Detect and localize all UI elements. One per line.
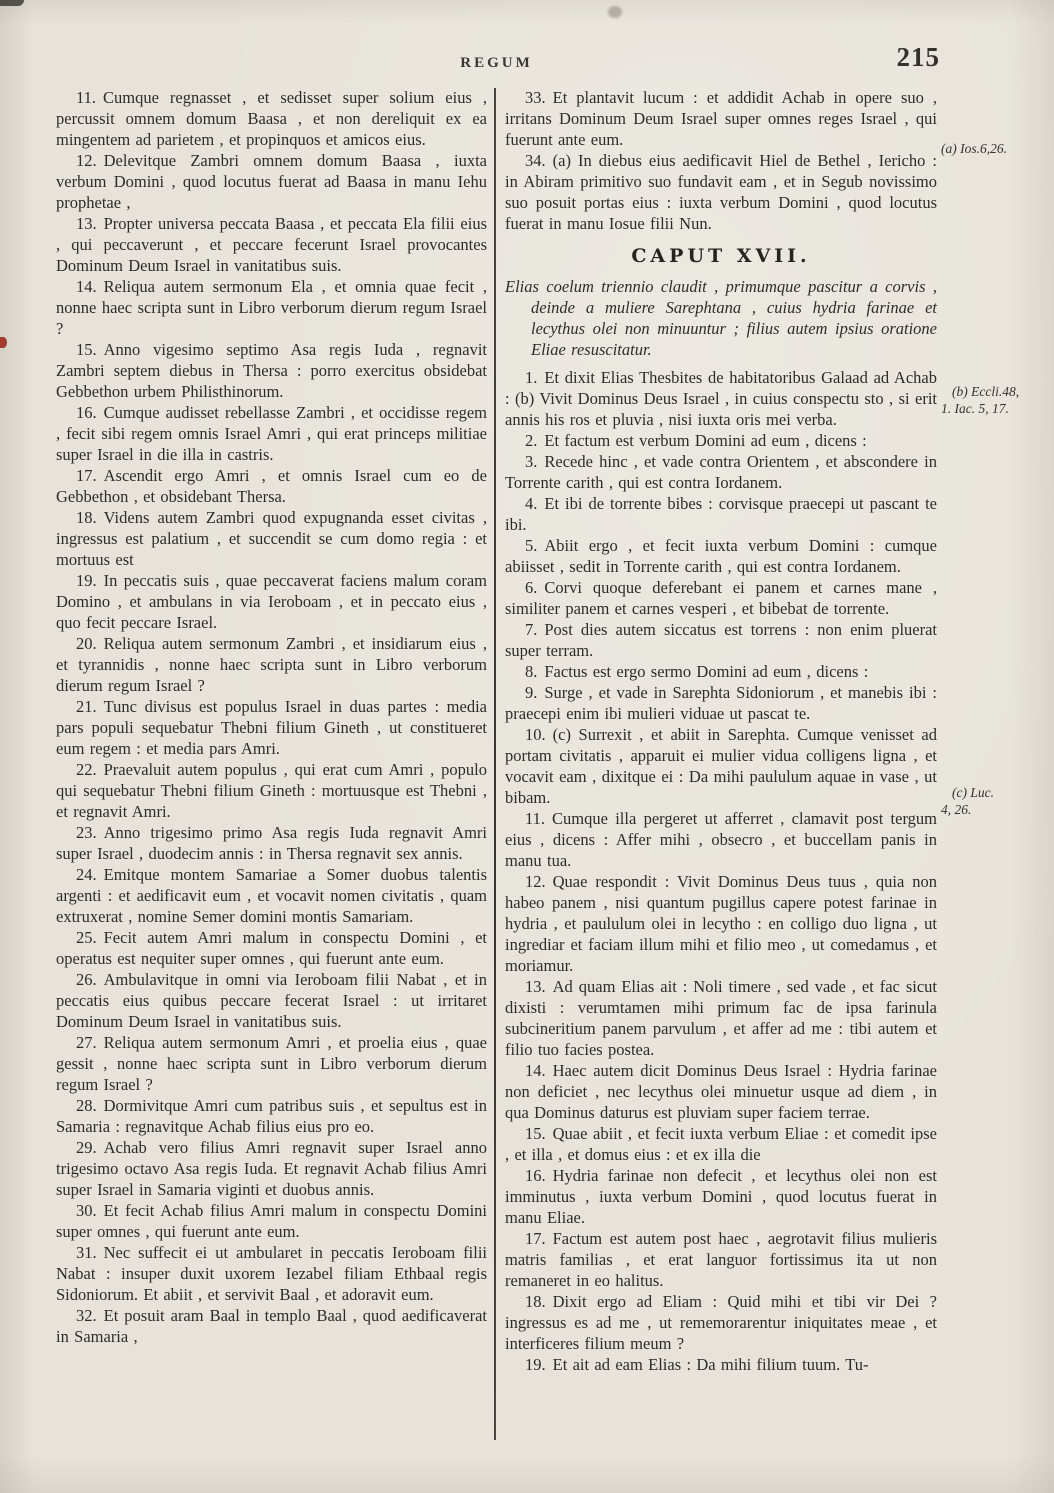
verse-number: 33. [525, 88, 546, 107]
verse-text: Dormivitque Amri cum patribus suis , et sepultus est in Samaria : regnavitque Achab filius eius pro eo. [56, 1096, 487, 1136]
verse-paragraph [56, 1305, 487, 1347]
verse-number: 13. [76, 214, 97, 233]
verse-text: Emitque montem Samariae a Somer duobus talentis argenti : et aedificavit eum , et vocavit nomen civitatis , quam extruxerat , nomine Semer domini montis Samariam. [56, 865, 487, 926]
verse-number: 30. [76, 1201, 97, 1220]
running-title: REGUM [460, 55, 533, 71]
verse-paragraph [505, 451, 937, 493]
verse-text: Et ibi de torrente bibes : corvisque praecepi ut pascant te ibi. [505, 494, 937, 534]
verse-paragraph [505, 871, 937, 976]
verse-paragraph [505, 493, 937, 535]
verse-text: Tunc divisus est populus Israel in duas partes : media pars populi sequebatur Thebni filium Gineth , ut constitueret eum regem : et media pars Amri. [56, 697, 487, 758]
verse-text: Factum est autem post haec , aegrotavit filius mulieris matris familias , et erat languor fortissimus ita ut non remaneret in eo halitus. [505, 1229, 937, 1290]
verse-paragraph [505, 1165, 937, 1228]
verse-number: 12. [76, 151, 97, 170]
verse-paragraph [56, 1137, 487, 1200]
chapter17-verses [505, 367, 937, 1375]
verse-number: 25. [76, 928, 97, 947]
margin-note-b [941, 383, 1053, 417]
verse-number: 5. [525, 536, 538, 555]
margin-note-c [941, 784, 1053, 818]
verse-paragraph [56, 276, 487, 339]
verse-number: 12. [525, 872, 546, 891]
verse-paragraph [56, 213, 487, 276]
verse-text: In peccatis suis , quae peccaverat faciens malum coram Domino , et ambulans in via Ieroboam , et in peccato eius , quo fecit peccare Israel. [56, 571, 487, 632]
verse-text: Factus est ergo sermo Domini ad eum , dicens : [544, 662, 869, 681]
verse-number: 14. [76, 277, 97, 296]
verse-number: 18. [525, 1292, 546, 1311]
verse-paragraph [505, 808, 937, 871]
verse-paragraph [56, 1242, 487, 1305]
verse-number: 23. [76, 823, 97, 842]
verse-number: 6. [525, 578, 538, 597]
verse-text: Videns autem Zambri quod expugnanda esset civitas , ingressus est palatium , et succendit se cum domo regia : et mortuus est [56, 508, 487, 569]
verse-number: 9. [525, 683, 538, 702]
verse-paragraph [56, 1200, 487, 1242]
verse-text: Quae abiit , et fecit iuxta verbum Eliae : et comedit ipse , et illa , et domus eius : et ex illa die [505, 1124, 937, 1164]
verse-paragraph [505, 976, 937, 1060]
verse-text: (c) Surrexit , et abiit in Sarephta. Cumque venisset ad portam civitatis , apparuit ei mulier vidua colligens ligna , et vocavit eam , dixitque ei : Da mihi paululum aquae in vase , ut bibam. [505, 725, 937, 807]
verse-text: Achab vero filius Amri regnavit super Israel anno trigesimo octavo Asa regis Iuda. Et regnavit Achab filius Amri super Israel in Samaria viginti et duobus annis. [56, 1138, 487, 1199]
verse-number: 26. [76, 970, 97, 989]
scan-smudge-top-left [0, 0, 24, 6]
verse-number: 2. [525, 431, 538, 450]
verse-paragraph [505, 150, 937, 234]
verse-text: Post dies autem siccatus est torrens : non enim pluerat super terram. [505, 620, 937, 660]
verse-text: Et ait ad eam Elias : Da mihi filium tuum. Tu- [552, 1355, 869, 1374]
margin-note-a-line1: (a) Ios.6,26. [941, 141, 1007, 156]
red-ink-speck [0, 337, 7, 348]
page-number: 215 [896, 42, 940, 72]
verse-text: Ascendit ergo Amri , et omnis Israel cum eo de Gebbethon , et obsidebant Thersa. [56, 466, 487, 506]
column-divider-rule [494, 88, 496, 1440]
verse-number: 15. [76, 340, 97, 359]
verse-text: Dixit ergo ad Eliam : Quid mihi et tibi vir Dei ? ingressus es ad me , ut rememorarentur iniquitates meae , et interficeres filium meum ? [505, 1292, 937, 1353]
verse-paragraph [505, 577, 937, 619]
verse-number: 3. [525, 452, 538, 471]
verse-paragraph [56, 969, 487, 1032]
verse-paragraph [56, 87, 487, 150]
verse-number: 7. [525, 620, 538, 639]
scan-smudge-top-middle [608, 6, 622, 18]
verse-text: Quae respondit : Vivit Dominus Deus tuus , quia non habeo panem , nisi quantum pugillus capere potest farinae in hydria , et paululum olei in lecytho : en colligo duo ligna , ut ingrediar et faciam illum mihi et filio meo , ut comedamus , et moriamur. [505, 872, 937, 975]
verse-number: 21. [76, 697, 97, 716]
verse-paragraph [56, 1032, 487, 1095]
verse-number: 4. [525, 494, 538, 513]
verse-number: 11. [525, 809, 546, 828]
verse-text: Reliqua autem sermonum Amri , et proelia eius , quae gessit , nonne haec scripta sunt in Libro verborum dierum regum Israel ? [56, 1033, 487, 1094]
verse-text: Surge , et vade in Sarephta Sidoniorum , et manebis ibi : praecepi enim ibi mulieri viduae ut pascat te. [505, 683, 937, 723]
verse-number: 19. [525, 1355, 546, 1374]
verse-text: Corvi quoque deferebant ei panem et carnes mane , similiter panem et carnes vesperi , et bibebat de torrente. [505, 578, 937, 618]
verse-number: 17. [76, 466, 97, 485]
verse-paragraph [56, 465, 487, 507]
verse-paragraph [56, 150, 487, 213]
verse-text: Delevitque Zambri omnem domum Baasa , iuxta verbum Domini , quod locutus fuerat ad Baasa in manu Iehu prophetae , [56, 151, 487, 212]
verse-paragraph [56, 1095, 487, 1137]
verse-number: 32. [76, 1306, 97, 1325]
verse-number: 16. [76, 403, 97, 422]
verse-number: 28. [76, 1096, 97, 1115]
margin-note-b-line2: 1. Iac. 5, 17. [941, 401, 1009, 416]
verse-paragraph [56, 402, 487, 465]
verse-paragraph [505, 1123, 937, 1165]
verse-text: Reliqua autem sermonum Zambri , et insidiarum eius , et tyrannidis , nonne haec scripta sunt in Libro verborum dierum regum Israel ? [56, 634, 487, 695]
verse-text: Propter universa peccata Baasa , et peccata Ela filii eius , qui peccaverunt , et peccare fecerunt Israel provocantes Dominum Deum Israel in vanitatibus suis. [56, 214, 487, 275]
verse-paragraph [505, 1060, 937, 1123]
verse-number: 29. [76, 1138, 97, 1157]
verse-paragraph [505, 1291, 937, 1354]
verse-paragraph [505, 661, 937, 682]
verse-paragraph [505, 367, 937, 430]
chapter-summary: Elias coelum triennio claudit , primumque pascitur a corvis , deinde a muliere Sarephtana , cuius hydria farinae et lecythus olei non minuuntur ; filius autem ipsius oratione Eliae resuscitatur. [505, 277, 937, 359]
verse-paragraph [56, 759, 487, 822]
verse-text: Reliqua autem sermonum Ela , et omnia quae fecit , nonne haec scripta sunt in Libro verborum dierum regum Israel ? [56, 277, 487, 338]
verse-number: 22. [76, 760, 97, 779]
verse-paragraph [505, 619, 937, 661]
verse-number: 14. [525, 1061, 546, 1080]
verse-paragraph [56, 927, 487, 969]
verse-paragraph [56, 822, 487, 864]
verse-text: Ad quam Elias ait : Noli timere , sed vade , et fac sicut dixisti : verumtamen mihi primum fac de ipsa farinula subcineritium panem parvulum , et affer ad me : tibi autem et filio tuo facies postea. [505, 977, 937, 1059]
verse-paragraph [505, 430, 937, 451]
verse-paragraph [56, 633, 487, 696]
verse-number: 8. [525, 662, 538, 681]
verse-text: (a) In diebus eius aedificavit Hiel de Bethel , Iericho : in Abiram primitivo suo fundavit eam , et in Segub novissimo suo posuit portas eius : iuxta verbum Domini , quod locutus fuerat in manu Iosue filii Nun. [505, 151, 937, 233]
chapter-heading: CAPUT XVII. [631, 245, 811, 267]
verse-text: Et factum est verbum Domini ad eum , dicens : [544, 431, 867, 450]
verse-text: Anno vigesimo septimo Asa regis Iuda , regnavit Zambri septem diebus in Thersa : porro exercitus obsidebat Gebbethon urbem Philisthinorum. [56, 340, 487, 401]
verse-number: 27. [76, 1033, 97, 1052]
verse-text: Fecit autem Amri malum in conspectu Domini , et operatus est nequiter super omnes , qui fuerunt ante eum. [56, 928, 487, 968]
verse-paragraph [56, 339, 487, 402]
verse-paragraph [56, 864, 487, 927]
verse-number: 10. [525, 725, 546, 744]
verse-text: Praevaluit autem populus , qui erat cum Amri , populo qui sequebatur Thebni filium Gineth : mortuusque est Thebni , et regnavit Amri. [56, 760, 487, 821]
verse-text: Et plantavit lucum : et addidit Achab in opere suo , irritans Dominum Deum Israel super omnes reges Israel , qui fuerunt ante eum. [505, 88, 937, 149]
chapter16-end-verses [505, 87, 937, 234]
verse-number: 16. [525, 1166, 546, 1185]
verse-paragraph [505, 87, 937, 150]
verse-text: Cumque audisset rebellasse Zambri , et occidisse regem , fecit sibi regem omnis Israel Amri , qui erat princeps militiae super Israel in die illa in castris. [56, 403, 487, 464]
verse-number: 17. [525, 1229, 546, 1248]
verse-number: 31. [76, 1243, 97, 1262]
verse-paragraph [505, 724, 937, 808]
margin-note-c-line2: 4, 26. [941, 802, 972, 817]
verse-paragraph [56, 570, 487, 633]
verse-number: 13. [525, 977, 546, 996]
verse-text: Cumque illa pergeret ut afferret , clamavit post tergum eius , dicens : Affer mihi , obsecro , et buccellam panis in manu tua. [505, 809, 937, 870]
verse-text: Nec suffecit ei ut ambularet in peccatis Ieroboam filii Nabat : insuper duxit uxorem Iezabel filiam Ethbaal regis Sidoniorum. Et abiit , et servivit Baal , et adoravit eum. [56, 1243, 487, 1304]
verse-paragraph [505, 1228, 937, 1291]
verse-number: 20. [76, 634, 97, 653]
verse-number: 24. [76, 865, 97, 884]
verse-number: 1. [525, 368, 538, 387]
verse-number: 11. [76, 88, 97, 107]
verse-text: Hydria farinae non defecit , et lecythus olei non est imminutus , iuxta verbum Domini , quod locutus fuerat in manu Eliae. [505, 1166, 937, 1227]
verse-number: 15. [525, 1124, 546, 1143]
verse-text: Cumque regnasset , et sedisset super solium eius , percussit omnem domum Baasa , et non dereliquit ex ea mingentem ad parietem , et propinquos et amicos eius. [56, 88, 487, 149]
verse-number: 34. [525, 151, 546, 170]
verse-text: Recede hinc , et vade contra Orientem , et abscondere in Torrente carith , qui est contra Iordanem. [505, 452, 937, 492]
verse-number: 19. [76, 571, 97, 590]
verse-paragraph [505, 535, 937, 577]
margin-note-b-line1: (b) Eccli.48, [952, 384, 1020, 399]
right-text-column [505, 87, 937, 1375]
verse-number: 18. [76, 508, 97, 527]
verse-text: Haec autem dicit Dominus Deus Israel : Hydria farinae non deficiet , nec lecythus olei minuetur usque ad diem , in qua Dominus daturus est pluviam super faciem terrae. [505, 1061, 937, 1122]
left-text-column [56, 87, 487, 1347]
verse-text: Et fecit Achab filius Amri malum in conspectu Domini super omnes , qui fuerunt ante eum. [56, 1201, 487, 1241]
verse-text: Et posuit aram Baal in templo Baal , quod aedificaverat in Samaria , [56, 1306, 487, 1346]
verse-paragraph [56, 696, 487, 759]
verse-paragraph [505, 1354, 937, 1375]
verse-text: Et dixit Elias Thesbites de habitatoribus Galaad ad Achab : (b) Vivit Dominus Deus Israel , in cuius conspectu sto , si erit annis his ros et pluvia , nisi iuxta oris mei verba. [505, 368, 937, 429]
margin-note-a [941, 140, 1053, 157]
verse-text: Ambulavitque in omni via Ieroboam filii Nabat , et in peccatis eius quibus peccare fecerat Israel : ut irritaret Dominum Deum Israel in vanitatibus suis. [56, 970, 487, 1031]
verse-text: Abiit ergo , et fecit iuxta verbum Domini : cumque abiisset , sedit in Torrente carith , qui est contra Iordanem. [505, 536, 937, 576]
margin-note-c-line1: (c) Luc. [952, 785, 994, 800]
verse-text: Anno trigesimo primo Asa regis Iuda regnavit Amri super Israel , duodecim annis : in Thersa regnavit sex annis. [56, 823, 487, 863]
verse-paragraph [56, 507, 487, 570]
verse-paragraph [505, 682, 937, 724]
